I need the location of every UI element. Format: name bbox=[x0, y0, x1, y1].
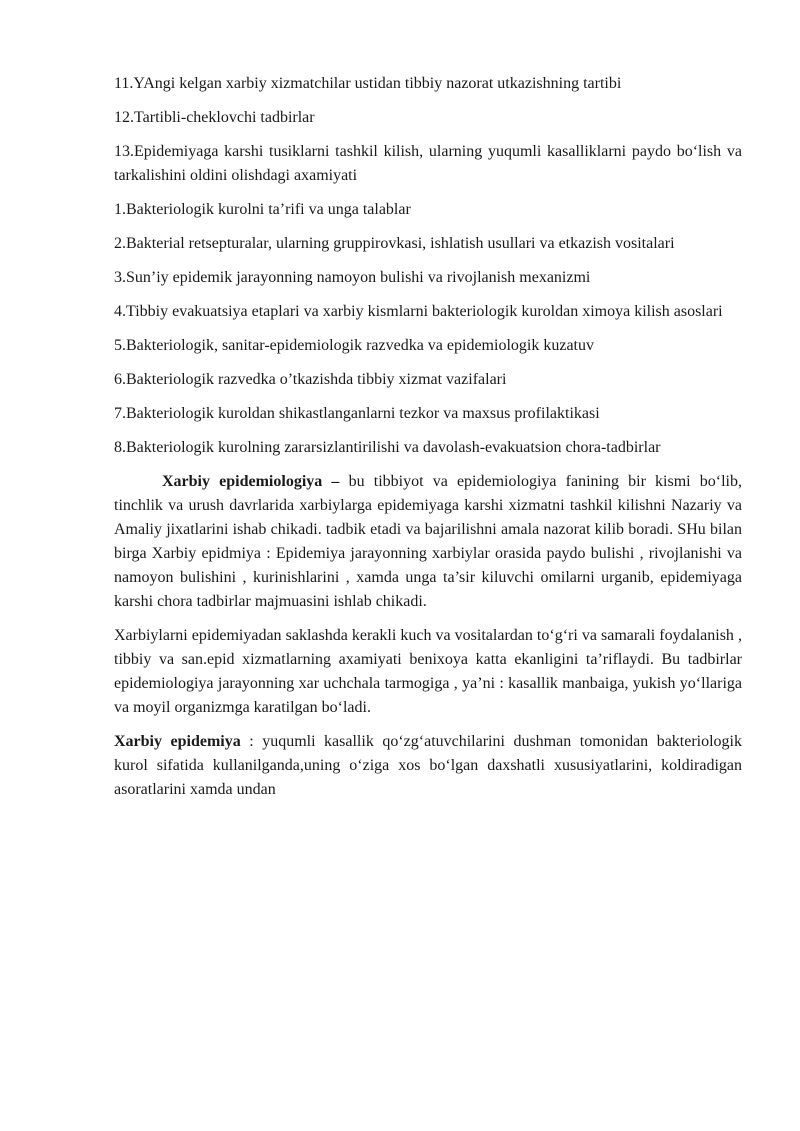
list-item-8: 8.Bakteriologik kurolning zararsizlantirilishi va davolash-evakuatsion chora-tadbirlar bbox=[114, 439, 661, 456]
list-item-2: 2.Bakterial retsepturalar, ularning gruppirovkasi, ishlatish usullari va etkazish vositalari bbox=[114, 235, 675, 252]
list-item-3: 3.Sun’iy epidemik jarayonning namoyon bulishi va rivojlanish mexanizmi bbox=[114, 269, 591, 286]
document-page bbox=[114, 72, 742, 812]
paragraph-text: bu tibbiyot va epidemiologiya fanining bir kismi bo‘lib, tinchlik va urush davrlarida xarbiylarga epidemiyaga karshi xizmatni tashkil kilishni Nazariy va Amaliy jixatlarini ishab chikadi. tadbik etadi va bajarilishni amala nazorat kilib boradi. SHu bilan birga Xarbiy epidmiya : Epidemiya jarayonning xarbiylar orasida paydo bulishi , rivojlanishi va namoyon bulishini , kurinishlarini , xamda unga ta’sir kiluvchi omilarni urganib, epidemiyaga karshi chora tadbirlar majmuasini ishlab chikadi. bbox=[114, 473, 743, 610]
paragraph-text: : yuqumli kasallik qo‘zg‘atuvchilarini dushman tomonidan bakteriologik kurol sifatida kullanilganda,uning o‘ziga xos bo‘lgan daxshatli xususiyatlarini, koldiradigan asoratlarini xamda undan bbox=[114, 733, 743, 798]
list-item-1: 1.Bakteriologik kurolni ta’rifi va unga talablar bbox=[114, 201, 411, 218]
definition-paragraph-military-epidemiology bbox=[114, 470, 742, 614]
list-item-4: 4.Tibbiy evakuatsiya etaplari va xarbiy kismlarni bakteriologik kuroldan ximoya kilish asoslari bbox=[114, 303, 723, 320]
list-item-5: 5.Bakteriologik, sanitar-epidemiologik razvedka va epidemiologik kuzatuv bbox=[114, 337, 594, 354]
list-item-12: 12.Tartibli-cheklovchi tadbirlar bbox=[114, 109, 315, 126]
paragraph-text: Xarbiylarni epidemiyadan saklashda kerakli kuch va vositalardan to‘g‘ri va samarali foydalanish , tibbiy va san.epid xizmatlarning axamiyati benixoya katta ekanligini ta’riflaydi. Bu tadbirlar epidemiologiya jarayonning xar uchchala tarmogiga , ya’ni : kasallik manbaiga, yukish yo‘llariga va moyil organizmga karatilgan bo‘ladi. bbox=[114, 627, 742, 716]
term-military-epidemiology: Xarbiy epidemiologiya – bbox=[162, 473, 340, 490]
term-military-epidemic: Xarbiy epidemiya bbox=[114, 733, 241, 750]
list-item-13: 13.Epidemiyaga karshi tusiklarni tashkil kilish, ularning yuqumli kasalliklarni paydo bo‘lish va tarkalishini oldini olishdagi axamiyati bbox=[114, 143, 742, 184]
list-item-7: 7.Bakteriologik kuroldan shikastlanganlarni tezkor va maxsus profilaktikasi bbox=[114, 405, 600, 422]
definition-paragraph-military-epidemic bbox=[114, 730, 742, 802]
list-item-11: 11.YAngi kelgan xarbiy xizmatchilar ustidan tibbiy nazorat utkazishning tartibi bbox=[114, 75, 622, 92]
list-item-6: 6.Bakteriologik razvedka o’tkazishda tibbiy xizmat vazifalari bbox=[114, 371, 507, 388]
paragraph-protection bbox=[114, 624, 742, 720]
